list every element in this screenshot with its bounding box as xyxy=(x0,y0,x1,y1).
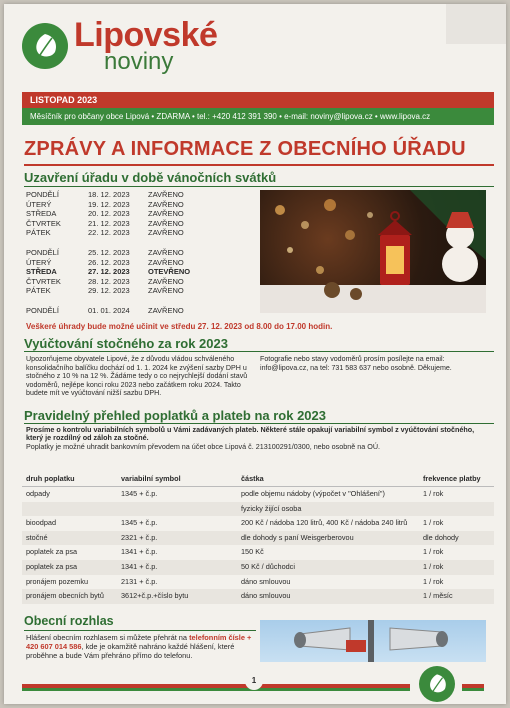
fees-cell: pronájem obecních bytů xyxy=(26,591,104,601)
fees-cell: fyzicky žijící osoba xyxy=(241,503,302,513)
page-number: 1 xyxy=(245,672,263,690)
billing-text-left: Upozorňujeme obyvatele Lipové, že z důvodu vládou schváleného konsolidačního balíčku dochází od 1. 1. 2024 ke zvýšení sazby DPH u stočného z 10 % na 12 %. Žádáme tedy o co nejrychlejší dodání stavů vodoměrů, nejlépe konci roku 2023 nebo začátkem roku 2024. Takto budete mít ve vyúčtování nižší sazbu DPH. xyxy=(26,355,248,398)
fees-table-row xyxy=(22,502,494,517)
fees-cell: 1345 + č.p. xyxy=(121,489,158,498)
schedule-row xyxy=(26,306,256,316)
schedule-status: ZAVŘENO xyxy=(148,228,184,238)
schedule-gap xyxy=(26,238,256,248)
schedule-row xyxy=(26,190,256,200)
schedule-day: PONDĚLÍ xyxy=(26,305,59,315)
fees-column-header: frekvence platby xyxy=(423,474,481,483)
issue-label: LISTOPAD 2023 xyxy=(22,92,494,108)
schedule-status: ZAVŘENO xyxy=(148,218,184,228)
schedule-day: ČTVRTEK xyxy=(26,218,61,228)
schedule-status: ZAVŘENO xyxy=(148,305,184,315)
radio-text-b: , kde je okamžitě nahráno každé hlášení, které proběhne a bude Vám přehráno přímo do telefonu. xyxy=(26,641,235,660)
billing-heading-underline xyxy=(24,351,494,352)
fees-cell: 200 Kč / nádoba 120 litrů, 400 Kč / nádoba 240 litrů xyxy=(241,518,408,528)
schedule-status: ZAVŘENO xyxy=(148,209,184,219)
fees-cell: 1341 + č.p. xyxy=(121,561,158,571)
schedule-date: 01. 01. 2024 xyxy=(88,305,130,315)
masthead-title: Lipovské xyxy=(74,16,218,54)
schedule-row xyxy=(26,228,256,238)
schedule-day: STŘEDA xyxy=(26,209,57,219)
fees-table-row xyxy=(22,560,494,575)
fees-cell: 1 / rok xyxy=(423,489,444,498)
fees-cell xyxy=(22,502,121,517)
fees-table xyxy=(22,472,494,604)
schedule-day: PONDĚLÍ xyxy=(26,190,59,199)
fees-column-header: druh poplatku xyxy=(26,474,75,483)
fees-cell xyxy=(423,502,494,517)
schedule-day: PÁTEK xyxy=(26,286,51,296)
schedule-date: 26. 12. 2023 xyxy=(88,257,130,267)
fees-cell: dáno smlouvou xyxy=(241,591,291,601)
schedule-day: ČTVRTEK xyxy=(26,276,61,286)
billing-text-right: Fotografie nebo stavy vodoměrů prosím posílejte na email: info@lipova.cz, na tel: 731 583 637 nebo osobně. Děkujeme. xyxy=(260,355,452,372)
fees-notice-bold: Prosíme o kontrolu variabilních symbolů u Vámi zadávaných plateb. Některé stále opakují variabilní symbol z vyúčtování stočného, který je rozdílný od záloh za stočné. xyxy=(26,425,475,443)
fees-cell: 2321 + č.p. xyxy=(121,532,158,542)
schedule-status: ZAVŘENO xyxy=(148,286,184,296)
schedule-date: 21. 12. 2023 xyxy=(88,218,130,228)
fees-heading-underline xyxy=(24,423,494,424)
fees-heading: Pravidelný přehled poplatků a plateb na rok 2023 xyxy=(24,408,326,423)
radio-text-a: Hlášení obecním rozhlasem si můžete přehrát na xyxy=(26,633,190,642)
linden-leaf-icon xyxy=(22,23,68,69)
fees-cell: poplatek za psa xyxy=(26,561,78,571)
fees-cell: bioodpad xyxy=(26,518,57,528)
schedule-date: 29. 12. 2023 xyxy=(88,286,130,296)
schedule-row xyxy=(26,277,256,287)
schedule-date: 19. 12. 2023 xyxy=(88,199,130,209)
schedule-date: 28. 12. 2023 xyxy=(88,276,130,286)
schedule-day: ÚTERÝ xyxy=(26,199,52,209)
fees-cell: dle dohody s paní Weisgerberovou xyxy=(241,532,354,542)
schedule-status: ZAVŘENO xyxy=(148,190,184,199)
footer-leaf-icon xyxy=(419,666,455,702)
schedule-day: STŘEDA xyxy=(26,267,57,277)
closure-schedule xyxy=(26,190,256,316)
fees-cell: 1 / měsíc xyxy=(423,591,453,601)
fees-table-row xyxy=(22,516,494,531)
fees-cell xyxy=(121,502,241,517)
fees-cell: 1 / rok xyxy=(423,518,444,528)
schedule-status: OTEVŘENO xyxy=(148,267,191,277)
masthead-subtitle: noviny xyxy=(104,48,174,75)
fees-cell: pronájem pozemku xyxy=(26,576,89,586)
fees-cell: dáno smlouvou xyxy=(241,576,291,586)
fees-cell: dle dohody xyxy=(423,532,459,542)
fees-table-row xyxy=(22,487,494,502)
contact-info-line: Měsíčník pro občany obce Lipová • ZDARMA • tel.: +420 412 391 390 • e-mail: noviny@lipova.cz • www.lipova.cz xyxy=(22,108,494,125)
page-headline: ZPRÁVY A INFORMACE Z OBECNÍHO ÚŘADU xyxy=(24,138,466,160)
schedule-date: 22. 12. 2023 xyxy=(88,228,130,238)
schedule-row xyxy=(26,286,256,296)
fees-table-row xyxy=(22,545,494,560)
footer-stripe-green-right xyxy=(462,688,484,691)
fees-cell: 1 / rok xyxy=(423,561,444,571)
fees-cell: 1341 + č.p. xyxy=(121,547,158,557)
fees-cell: podle objemu nádoby (výpočet v "Ohlášení") xyxy=(241,489,385,498)
fees-cell: 50 Kč / důchodci xyxy=(241,561,295,571)
radio-heading: Obecní rozhlas xyxy=(24,614,114,628)
fees-cell: odpady xyxy=(26,489,50,498)
schedule-status: ZAVŘENO xyxy=(148,257,184,267)
schedule-status: ZAVŘENO xyxy=(148,247,184,257)
radio-heading-underline xyxy=(24,630,256,631)
schedule-gap xyxy=(26,296,256,306)
fees-cell: 1345 + č.p. xyxy=(121,518,158,528)
fees-cell: 1 / rok xyxy=(423,576,444,586)
schedule-row xyxy=(26,258,256,268)
fees-table-row xyxy=(22,575,494,590)
fees-cell: stočné xyxy=(26,532,48,542)
christmas-lantern-photo xyxy=(260,190,486,313)
schedule-date: 27. 12. 2023 xyxy=(88,267,130,277)
fees-table-header xyxy=(22,472,494,487)
schedule-status: ZAVŘENO xyxy=(148,199,184,209)
schedule-date: 20. 12. 2023 xyxy=(88,209,130,219)
fees-column-header: částka xyxy=(241,474,264,483)
fees-cell: 1 / rok xyxy=(423,547,444,557)
closure-heading-underline xyxy=(24,186,494,187)
newsletter-page xyxy=(4,4,506,704)
fees-notice xyxy=(26,426,492,451)
schedule-row xyxy=(26,248,256,258)
schedule-date: 25. 12. 2023 xyxy=(88,247,130,257)
fees-column-header: variabilní symbol xyxy=(121,474,181,483)
closure-heading: Uzavření úřadu v době vánočních svátků xyxy=(24,170,277,185)
schedule-date: 18. 12. 2023 xyxy=(88,190,130,199)
schedule-row xyxy=(26,209,256,219)
billing-heading: Vyúčtování stočného za rok 2023 xyxy=(24,336,228,351)
footer-stripe-green xyxy=(22,688,410,691)
fees-table-row xyxy=(22,531,494,546)
payment-note: Veškeré úhrady bude možné učinit ve středu 27. 12. 2023 od 8.00 do 17.00 hodin. xyxy=(26,322,333,331)
headline-underline xyxy=(24,164,494,166)
schedule-status: ZAVŘENO xyxy=(148,276,184,286)
fees-table-row xyxy=(22,589,494,604)
masthead-logo xyxy=(22,18,217,74)
schedule-row xyxy=(26,200,256,210)
fees-cell: 150 Kč xyxy=(241,547,264,557)
fees-cell: poplatek za psa xyxy=(26,547,78,557)
siren-speakers-photo xyxy=(260,620,486,662)
fees-cell: 3612+č.p.+číslo bytu xyxy=(121,591,189,601)
fees-cell: 2131 + č.p. xyxy=(121,576,158,586)
schedule-day: ÚTERÝ xyxy=(26,257,52,267)
schedule-row xyxy=(26,267,256,277)
fees-notice-text: Poplatky je možné uhradit bankovním převodem na účet obce Lipová č. 213100291/0300, nebo osobně na OÚ. xyxy=(26,441,381,451)
radio-text xyxy=(26,634,254,660)
schedule-day: PÁTEK xyxy=(26,228,51,238)
schedule-row xyxy=(26,219,256,229)
background-page-edge xyxy=(446,4,506,44)
radio-phone: telefonním čísle + 420 607 014 586 xyxy=(26,633,252,651)
schedule-day: PONDĚLÍ xyxy=(26,247,59,257)
